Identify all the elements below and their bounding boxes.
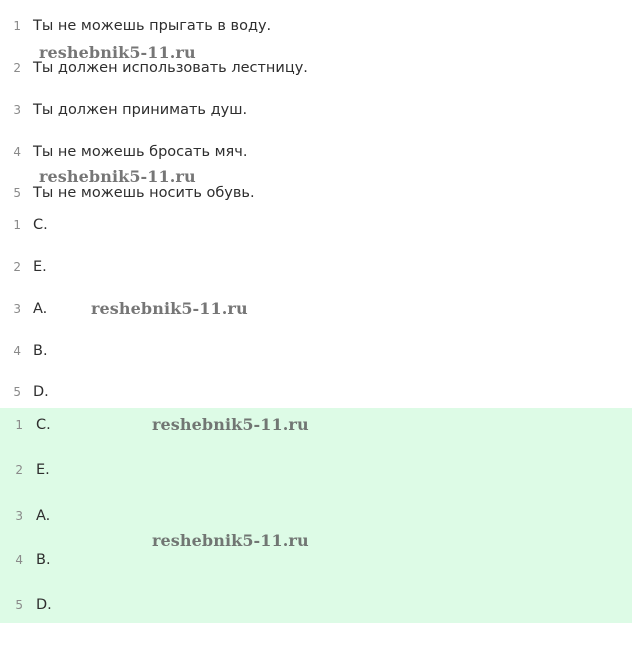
item-letter: C.	[33, 217, 48, 233]
watermark: reshebnik5-11.ru	[39, 43, 196, 62]
item-text: Ты не можешь бросать мяч.	[33, 144, 248, 160]
answer-item	[0, 549, 632, 571]
answer-block	[0, 408, 632, 623]
watermark: reshebnik5-11.ru	[91, 299, 248, 318]
item-number: 2	[15, 463, 23, 477]
item-number: 1	[15, 418, 23, 432]
item-number: 5	[13, 186, 21, 200]
item-text: Ты должен использовать лестницу.	[33, 60, 308, 76]
match-item	[0, 256, 632, 278]
item-letter: D.	[33, 384, 49, 400]
item-letter: B.	[33, 343, 48, 359]
item-letter: B.	[36, 552, 51, 568]
watermark: reshebnik5-11.ru	[152, 531, 309, 550]
item-number: 1	[13, 218, 21, 232]
watermark: reshebnik5-11.ru	[152, 415, 309, 434]
item-number: 2	[13, 260, 21, 274]
item-number: 1	[13, 19, 21, 33]
item-number: 3	[13, 103, 21, 117]
item-number: 4	[15, 553, 23, 567]
answer-item	[0, 459, 632, 481]
item-text: Ты не можешь носить обувь.	[33, 185, 255, 201]
match-item	[0, 340, 632, 362]
item-letter: A.	[33, 301, 48, 317]
sentence-item	[0, 141, 632, 163]
item-number: 3	[13, 302, 21, 316]
item-number: 3	[15, 509, 23, 523]
match-item	[0, 381, 632, 403]
sentence-item	[0, 99, 632, 121]
item-number: 2	[13, 61, 21, 75]
item-text: Ты не можешь прыгать в воду.	[33, 18, 272, 34]
item-number: 4	[13, 145, 21, 159]
answer-item	[0, 505, 632, 527]
item-letter: C.	[36, 417, 51, 433]
item-letter: A.	[36, 508, 51, 524]
answer-item	[0, 414, 632, 436]
item-number: 4	[13, 344, 21, 358]
match-item	[0, 214, 632, 236]
sentence-item	[0, 15, 632, 37]
item-letter: E.	[36, 462, 50, 478]
item-number: 5	[13, 385, 21, 399]
item-letter: D.	[36, 597, 52, 613]
item-text: Ты должен принимать душ.	[33, 102, 248, 118]
answer-item	[0, 594, 632, 616]
item-letter: E.	[33, 259, 47, 275]
watermark: reshebnik5-11.ru	[39, 167, 196, 186]
item-number: 5	[15, 598, 23, 612]
